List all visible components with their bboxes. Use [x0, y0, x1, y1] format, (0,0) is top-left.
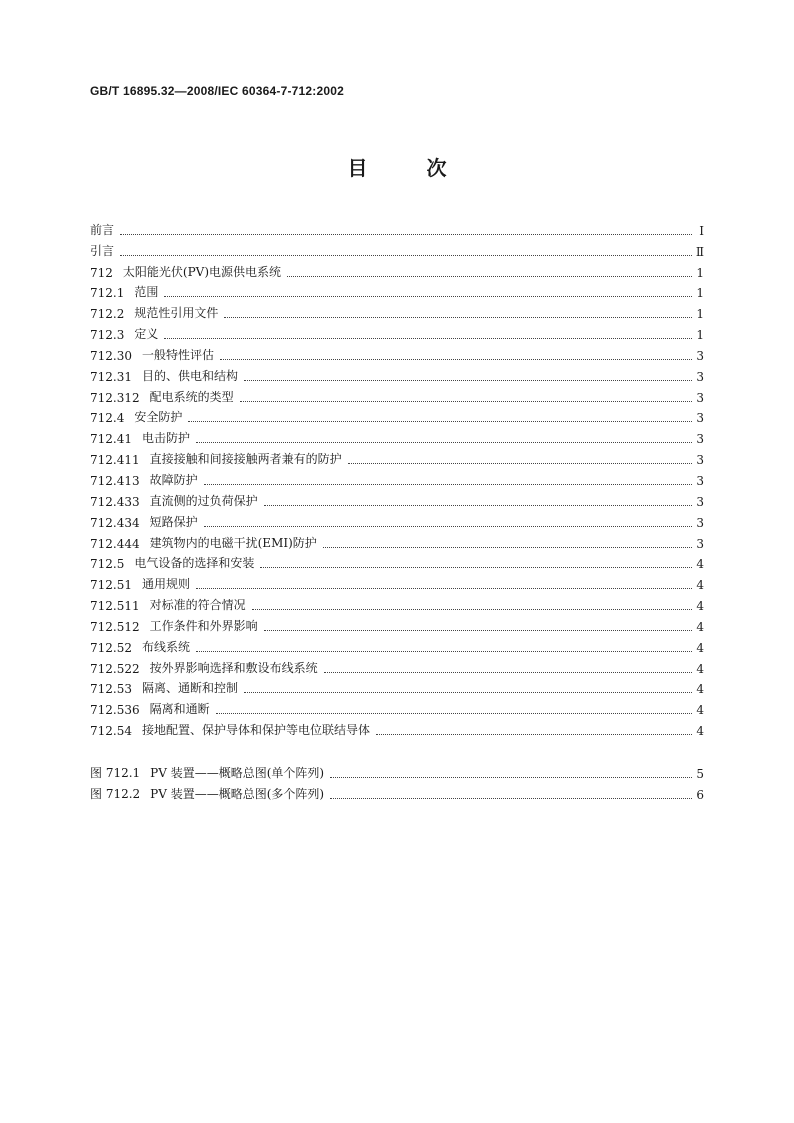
toc-entry[interactable]: [90, 530, 704, 551]
toc-entry-page: 4: [696, 599, 704, 614]
toc-title-char-2: 次: [426, 156, 447, 180]
toc-entry-title: 建筑物内的电磁干扰(EMI)防护: [149, 535, 317, 550]
toc-entry-number: 712.53: [90, 682, 132, 697]
toc-entry-page: 4: [696, 640, 704, 655]
toc-entry-number: 712.31: [90, 369, 132, 384]
toc-entry-number: 712.2: [90, 307, 125, 322]
dot-leader: [264, 629, 692, 631]
toc-entry-page: 4: [696, 661, 704, 676]
toc-entry-number: 712.511: [90, 599, 140, 614]
toc-entry-page: 4: [696, 724, 704, 739]
dot-leader: [220, 358, 692, 360]
toc-entry[interactable]: [90, 446, 704, 467]
dot-leader: [348, 462, 692, 464]
toc-entry[interactable]: [90, 405, 704, 426]
toc-entry[interactable]: [90, 509, 704, 530]
toc-entry-title: 定义: [134, 327, 159, 342]
toc-title: [0, 152, 794, 181]
dot-leader: [224, 316, 692, 318]
toc-entry[interactable]: [90, 321, 704, 342]
toc-entry-title: 一般特性评估: [142, 347, 215, 362]
toc-entry-page: 3: [696, 494, 704, 509]
toc-entry-page: 4: [696, 578, 704, 593]
toc-figure-entry[interactable]: [90, 760, 704, 781]
toc-entry-number: 712.444: [90, 536, 140, 551]
dot-leader: [120, 254, 692, 256]
toc-entry-page: 5: [696, 766, 704, 781]
toc-entry[interactable]: [90, 592, 704, 613]
toc-entry-title: 故障防护: [149, 472, 198, 487]
toc-entry-number: 712.4: [90, 411, 125, 426]
toc-entry-page: 3: [696, 411, 704, 426]
toc-entry-page: 3: [696, 453, 704, 468]
dot-leader: [216, 712, 692, 714]
toc-entry[interactable]: [90, 634, 704, 655]
document-header: GB/T 16895.32—2008/IEC 60364-7-712:2002: [90, 84, 344, 98]
toc-entry-page: 4: [696, 619, 704, 634]
toc-entry[interactable]: [90, 363, 704, 384]
toc-entry-title: 安全防护: [134, 410, 183, 425]
toc-entry-number: 712.312: [90, 390, 140, 405]
dot-leader: [330, 797, 692, 799]
toc-entry[interactable]: [90, 613, 704, 634]
toc-entry-number: 图 712.1: [90, 765, 141, 780]
toc-entry-title: 通用规则: [142, 577, 191, 592]
toc-entry-title: 直接接触和间接接触两者兼有的防护: [149, 452, 342, 467]
toc-entry-title: 按外界影响选择和敷设布线系统: [149, 660, 318, 675]
toc-entry-page: 3: [696, 432, 704, 447]
toc-entry-title: 工作条件和外界影响: [149, 618, 258, 633]
dot-leader: [204, 525, 692, 527]
toc-entries: [90, 217, 704, 738]
toc-entry-number: 712.41: [90, 432, 132, 447]
toc-spacer: [90, 738, 704, 760]
dot-leader: [323, 546, 692, 548]
toc-figure-entry[interactable]: [90, 781, 704, 802]
toc-entry-title: 配电系统的类型: [149, 389, 234, 404]
toc-entry-title: 直流侧的过负荷保护: [149, 493, 258, 508]
dot-leader: [196, 441, 692, 443]
toc-entry-page: 1: [696, 286, 704, 301]
dot-leader: [324, 671, 692, 673]
toc-entry-number: 712.536: [90, 703, 140, 718]
toc-entry-title: PV 装置——概略总图(单个阵列): [150, 765, 325, 780]
dot-leader: [287, 275, 692, 277]
toc-entry-title: 接地配置、保护导体和保护等电位联结导体: [142, 723, 371, 738]
toc-entry-number: 712.512: [90, 619, 140, 634]
toc-entry[interactable]: [90, 717, 704, 738]
toc-entry-title: PV 装置——概略总图(多个阵列): [150, 786, 325, 801]
dot-leader: [120, 233, 692, 235]
toc-entry[interactable]: [90, 655, 704, 676]
toc-entry-number: 712.52: [90, 640, 132, 655]
toc-entry[interactable]: [90, 342, 704, 363]
toc-entry-number: 712.3: [90, 328, 125, 343]
toc-entry-number: 712.522: [90, 661, 140, 676]
dot-leader: [196, 587, 692, 589]
toc-entry[interactable]: [90, 551, 704, 572]
toc-entry-number: 712.54: [90, 724, 132, 739]
toc-entry-number: 712.434: [90, 515, 140, 530]
toc-entry[interactable]: [90, 217, 704, 238]
toc-entry-page: 3: [696, 473, 704, 488]
toc-entry[interactable]: [90, 488, 704, 509]
toc-entry-title: 电击防护: [142, 431, 191, 446]
toc-entry-title: 布线系统: [142, 639, 191, 654]
toc-entry-title: 规范性引用文件: [134, 306, 219, 321]
toc-entry[interactable]: [90, 676, 704, 697]
dot-leader: [260, 566, 692, 568]
toc-entry-number: 712.413: [90, 473, 140, 488]
toc-entry[interactable]: [90, 571, 704, 592]
toc-entry-page: Ⅱ: [695, 244, 704, 259]
toc-entry-page: 3: [696, 348, 704, 363]
toc-entry-page: 4: [696, 682, 704, 697]
toc-title-char-1: 目: [347, 156, 368, 180]
toc-entry[interactable]: [90, 467, 704, 488]
toc-entry-number: 712.433: [90, 494, 140, 509]
toc-entry-number: 712.51: [90, 578, 132, 593]
toc-entry[interactable]: [90, 259, 704, 280]
dot-leader: [244, 379, 692, 381]
toc-entry-number: 712.30: [90, 348, 132, 363]
toc-entry-page: 3: [696, 369, 704, 384]
toc-entry-page: 6: [696, 787, 704, 802]
toc-entry-title: 短路保护: [149, 514, 198, 529]
toc-entry[interactable]: [90, 384, 704, 405]
toc-entry-page: Ⅰ: [699, 223, 704, 238]
toc-entry-page: 4: [696, 557, 704, 572]
toc-entry[interactable]: [90, 280, 704, 301]
dot-leader: [188, 420, 692, 422]
toc-entry-title: 引言: [90, 243, 115, 258]
toc-entry-page: 3: [696, 536, 704, 551]
toc-entry-number: 712.5: [90, 557, 125, 572]
toc-entry-page: 3: [696, 390, 704, 405]
toc-entry-page: 1: [696, 328, 704, 343]
toc-entry-title: 范围: [134, 285, 159, 300]
toc-entry-page: 1: [696, 307, 704, 322]
toc-entry-title: 对标准的符合情况: [149, 598, 246, 613]
dot-leader: [376, 733, 692, 735]
toc-entry-title: 目的、供电和结构: [142, 368, 239, 383]
toc-entry-title: 隔离、通断和控制: [142, 681, 239, 696]
dot-leader: [244, 691, 692, 693]
toc-entry-title: 太阳能光伏(PV)电源供电系统: [122, 264, 282, 279]
toc-entry-page: 1: [696, 265, 704, 280]
toc-entry-number: 图 712.2: [90, 786, 141, 801]
table-of-contents: [90, 217, 704, 802]
toc-entry[interactable]: [90, 300, 704, 321]
toc-entry-number: 712.411: [90, 453, 140, 468]
toc-figures: [90, 760, 704, 802]
dot-leader: [164, 295, 692, 297]
toc-entry-title: 电气设备的选择和安装: [134, 556, 255, 571]
dot-leader: [264, 504, 692, 506]
toc-entry-number: 712.1: [90, 286, 125, 301]
toc-entry-title: 前言: [90, 222, 115, 237]
toc-entry[interactable]: [90, 425, 704, 446]
toc-entry[interactable]: [90, 238, 704, 259]
toc-entry[interactable]: [90, 696, 704, 717]
toc-entry-title: 隔离和通断: [149, 702, 210, 717]
dot-leader: [204, 483, 692, 485]
dot-leader: [240, 400, 692, 402]
dot-leader: [252, 608, 692, 610]
dot-leader: [164, 337, 692, 339]
toc-entry-page: 3: [696, 515, 704, 530]
dot-leader: [196, 650, 692, 652]
toc-entry-number: 712: [90, 265, 113, 280]
toc-entry-page: 4: [696, 703, 704, 718]
dot-leader: [330, 776, 692, 778]
